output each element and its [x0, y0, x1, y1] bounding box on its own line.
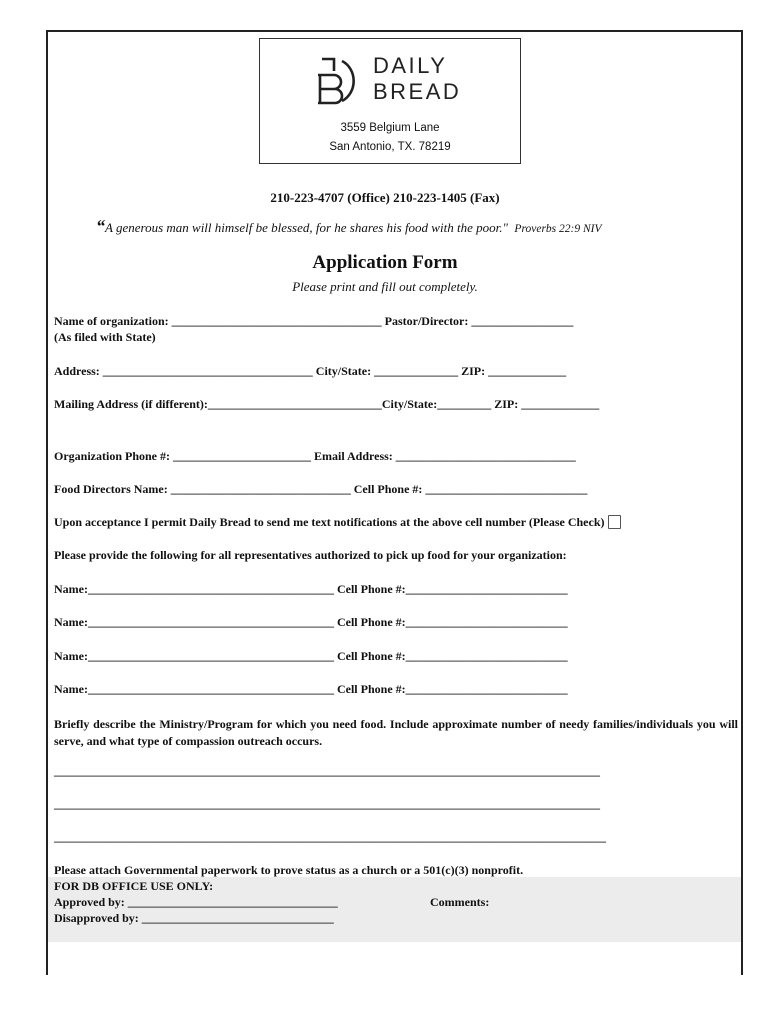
office-use-heading: FOR DB OFFICE USE ONLY:	[54, 879, 214, 893]
org-phone-email-field[interactable]: Organization Phone #: _______________________ Email Address: ______________________________	[54, 449, 576, 463]
text-consent	[54, 515, 621, 530]
description-line[interactable]: ___________________________________________________________________________________________	[54, 764, 600, 778]
comments-label: Comments:	[430, 895, 490, 909]
logo-box	[259, 38, 521, 164]
mailing-address-field[interactable]: Mailing Address (if different):_____________________________City/State:_________ ZIP: _____________	[54, 397, 600, 411]
logo-address	[260, 119, 520, 157]
form-title: Application Form	[312, 252, 458, 273]
logo-wordmark	[373, 53, 461, 105]
contact-phones: 210-223-4707 (Office) 210-223-1405 (Fax)	[270, 190, 500, 205]
page-border	[46, 30, 48, 975]
rep-name-phone-field[interactable]: Name:_________________________________________ Cell Phone #:___________________________	[54, 615, 568, 629]
description-line[interactable]: ____________________________________________________________________________________________	[54, 830, 606, 844]
food-director-field[interactable]: Food Directors Name: ______________________________ Cell Phone #: ___________________________	[54, 482, 588, 496]
form-subtitle: Please print and fill out completely.	[292, 279, 478, 294]
attach-paperwork-note: Please attach Governmental paperwork to prove status as a church or a 501(c)(3) nonprofit.	[54, 863, 524, 877]
logo-line2: BREAD	[373, 79, 462, 104]
rep-name-phone-field[interactable]: Name:_________________________________________ Cell Phone #:___________________________	[54, 649, 568, 663]
page-border	[46, 30, 743, 32]
text-consent-checkbox[interactable]	[608, 515, 621, 529]
org-name-field[interactable]: Name of organization: ___________________________________ Pastor/Director: _________________	[54, 314, 574, 328]
rep-name-phone-field[interactable]: Name:_________________________________________ Cell Phone #:___________________________	[54, 682, 568, 696]
rep-name-phone-field[interactable]: Name:_________________________________________ Cell Phone #:___________________________	[54, 582, 568, 596]
quote-reference: Proverbs 22:9 NIV	[514, 223, 602, 235]
quote-open-mark: “	[96, 216, 105, 236]
quote-text: A generous man will himself be blessed, for he shares his food with the poor."	[105, 220, 508, 235]
daily-bread-logo-icon	[312, 53, 360, 105]
address-line2: San Antonio, TX. 78219	[329, 141, 451, 153]
description-line[interactable]: ___________________________________________________________________________________________	[54, 797, 600, 811]
org-name-note: (As filed with State)	[54, 330, 156, 344]
ministry-description-prompt: Briefly describe the Ministry/Program for which you need food. Include approximate number of needy families/individuals you will serve, and what type of compassion outreach occurs.	[54, 717, 738, 748]
page-border	[741, 30, 743, 975]
scripture-quote	[96, 216, 602, 237]
address-field[interactable]: Address: ___________________________________ City/State: ______________ ZIP: _____________	[54, 364, 567, 378]
disapproved-by-field[interactable]: Disapproved by: ________________________________	[54, 911, 334, 925]
logo-line1: DAILY	[373, 53, 448, 78]
approved-by-field[interactable]: Approved by: ___________________________________	[54, 895, 338, 909]
text-consent-label: Upon acceptance I permit Daily Bread to send me text notifications at the above cell number (Please Check)	[54, 515, 605, 529]
address-line1: 3559 Belgium Lane	[340, 122, 440, 134]
representatives-intro: Please provide the following for all representatives authorized to pick up food for your organization:	[54, 548, 567, 562]
